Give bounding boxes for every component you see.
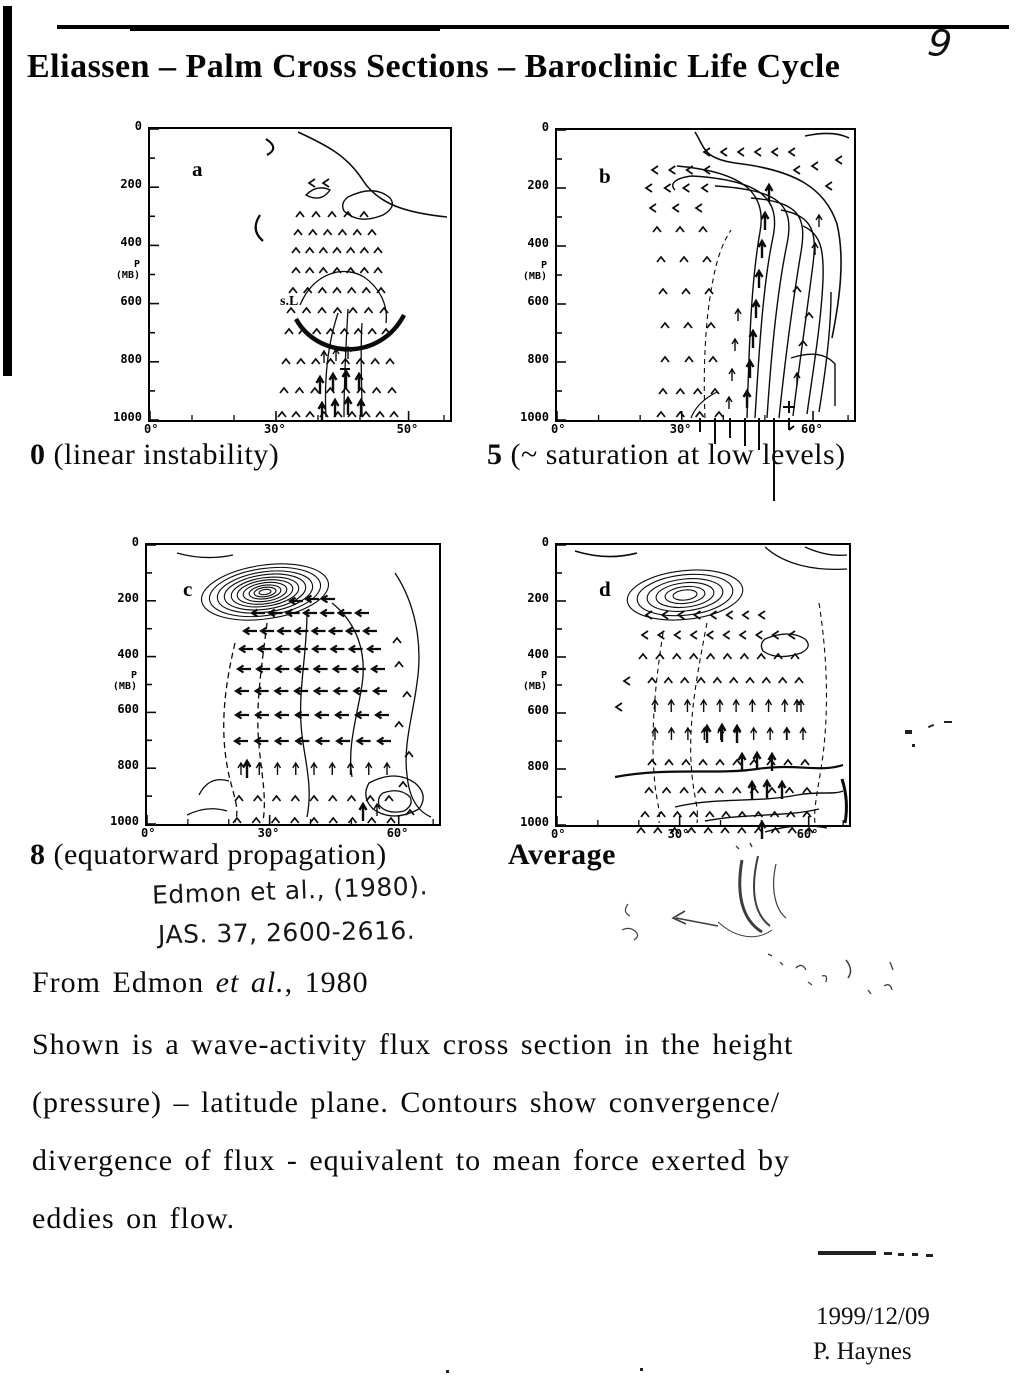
panel-a-y-tick-label: 600 (120, 293, 142, 308)
source-suffix: , 1980 (284, 966, 369, 999)
handwritten-citation-line2: JAS. 37, 2600-2616. (157, 915, 416, 950)
stray-mark (928, 724, 934, 728)
panel-c-y-axis-unit (87, 670, 137, 692)
panel-a-y-tick-label: 0 (134, 119, 142, 133)
panel-c-x-tick-label: 60° (386, 826, 409, 840)
panel-d-x-tick-label: 30° (667, 827, 690, 841)
body-text-line: Shown is a wave-activity flux cross section in the height (32, 1028, 794, 1061)
panel-c-y-tick-label: 800 (117, 758, 139, 773)
body-text-line: eddies on flow. (32, 1202, 236, 1235)
stray-dot (640, 1368, 643, 1371)
panel-a-y-tick-label: 1000 (113, 410, 142, 424)
caption-d-number: Average (508, 838, 616, 871)
stray-mark (944, 721, 952, 723)
panel-a-y-tick-label: 200 (120, 177, 142, 192)
panel-d-y-axis-unit (497, 670, 547, 692)
panel-d-x-tick-label: 0° (551, 827, 566, 841)
panel-a-x-tick-label: 0° (144, 422, 159, 436)
source-italic: et al. (215, 966, 285, 999)
panel-b-x-tick-label: 0° (551, 422, 566, 436)
panel-b-y-tick-label: 800 (527, 352, 549, 366)
y-axis-unit-line1: P (540, 259, 547, 271)
panel-a-inner-label: s.L (280, 294, 299, 310)
caption-a-text: (linear instability) (45, 438, 280, 471)
y-axis-unit-line2: (MB) (115, 270, 140, 282)
y-axis-unit-line2: (MB) (112, 680, 137, 692)
panel-b-y-tick-label: 400 (527, 236, 549, 250)
y-axis-unit-line1: P (133, 259, 140, 271)
panel-d-y-tick-label: 1000 (520, 815, 549, 829)
panel-b-y-tick-label: 1000 (520, 410, 549, 424)
stray-dot (446, 1370, 449, 1373)
panel-a-letter: a (192, 157, 203, 181)
y-axis-unit-line2: (MB) (522, 270, 547, 282)
panel-c-y-tick-label: 1000 (110, 814, 139, 828)
body-text-line: divergence of flux - equivalent to mean force exerted by (32, 1144, 790, 1177)
panel-b-letter: b (599, 164, 611, 188)
stray-mark (905, 730, 912, 734)
panel-c-y-tick-label: 600 (117, 702, 139, 717)
caption-a-number: 0 (30, 438, 46, 471)
panel-d-y-tick-label: 200 (527, 591, 549, 605)
caption-b-number: 5 (487, 438, 503, 471)
panel-a-x-tick-label: 30° (264, 422, 286, 436)
panel-c-caption (30, 838, 387, 872)
panel-c-x-tick-label: 0° (141, 826, 156, 840)
panel-a-y-axis-unit (90, 259, 140, 281)
caption-c-number: 8 (30, 838, 46, 871)
stray-mark (912, 744, 915, 747)
panel-b-y-axis-unit (497, 260, 547, 282)
panel-c-y-tick-label: 0 (131, 535, 139, 549)
panel-c-y-tick-label: 400 (117, 646, 139, 661)
y-axis-unit-line2: (MB) (522, 681, 547, 693)
footer-date: 1999/12/09 (816, 1303, 930, 1330)
source-attribution-line (32, 966, 369, 1000)
panel-a-y-tick-label: 400 (120, 235, 142, 250)
panel-b-below-axis-streamlines (688, 418, 818, 510)
panel-a-x-tick-label: 50° (396, 422, 419, 436)
panel-d-letter: d (599, 577, 611, 601)
panel-c-y-tick-label: 200 (117, 590, 139, 605)
panel-c-letter: c (183, 577, 193, 601)
panel-b-y-tick-label: 600 (527, 294, 549, 308)
page-title: Eliassen – Palm Cross Sections – Baroclinic Life Cycle (27, 48, 841, 85)
panel-d-y-tick-label: 800 (527, 759, 549, 773)
footer-author: P. Haynes (813, 1338, 912, 1365)
y-axis-unit-line1: P (130, 669, 137, 681)
panel-a-y-tick-label: 800 (120, 351, 142, 366)
panel-b-x-tick-label: 60° (801, 422, 823, 436)
panel-d-y-tick-label: 400 (527, 647, 549, 661)
handwritten-scribble-sketch (600, 842, 900, 1017)
panel-d-y-tick-label: 600 (527, 703, 549, 717)
panel-b-x-tick-label: 30° (669, 422, 692, 436)
panel-a-caption (30, 438, 279, 472)
caption-c-text: (equatorward propagation) (45, 838, 387, 871)
scan-artifact-top-line-2 (130, 29, 440, 31)
body-text-line: (pressure) – latitude plane. Contours show convergence/ (32, 1086, 781, 1119)
y-axis-unit-line1: P (540, 670, 547, 682)
panel-d-y-tick-label: 0 (541, 535, 549, 549)
panel-b-y-tick-label: 0 (541, 120, 549, 134)
scan-artifact-left-bar (3, 6, 12, 376)
panel-d-x-tick-label: 60° (796, 827, 819, 841)
caption-b-text: (~ saturation at low levels) (502, 438, 846, 471)
handwritten-page-number: 9 (925, 20, 955, 67)
source-prefix: From Edmon (32, 966, 216, 999)
panel-b-y-tick-label: 200 (527, 178, 549, 192)
panel-c-x-tick-label: 30° (257, 826, 280, 840)
handwritten-citation-line1: Edmon et al., (1980). (151, 871, 429, 910)
